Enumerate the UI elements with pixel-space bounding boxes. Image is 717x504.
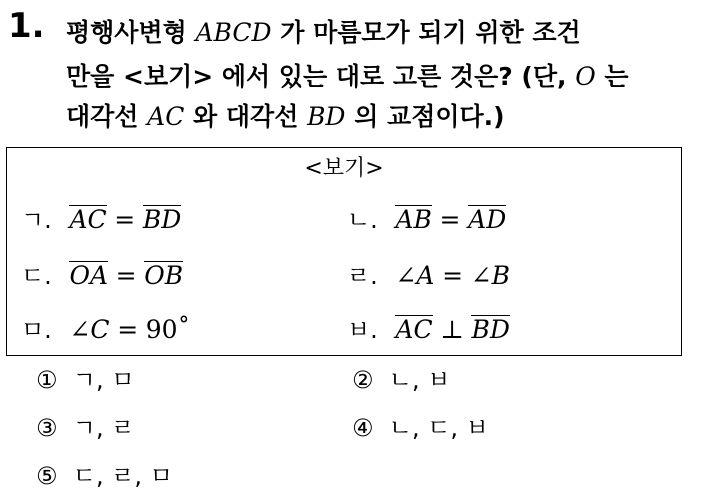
relation-symbol: = (439, 205, 461, 234)
choice-number: ② (352, 366, 374, 394)
question-text: 의 교점이다.) (345, 102, 505, 131)
choice-number: ⑤ (36, 462, 58, 490)
item-marker: ㄹ. (347, 262, 378, 290)
relation-symbol: = (114, 205, 136, 234)
angle-left: ∠A (395, 261, 435, 290)
segment-right: OB (144, 261, 184, 290)
choice-text: ㄴ, ㄷ, ㅂ (388, 414, 489, 442)
item-marker: ㄴ. (347, 206, 378, 234)
segment-left: OA (69, 261, 109, 290)
question-text: 와 대각선 (184, 102, 308, 131)
question-line-1 (66, 16, 581, 50)
question-text: 는 (595, 62, 629, 91)
segment-right: AD (468, 205, 507, 234)
choice-text: ㄱ, ㄹ (72, 414, 135, 442)
choice-5[interactable] (36, 460, 173, 492)
angle-left: ∠C (69, 315, 110, 344)
bogi-item-rieul (347, 260, 510, 292)
math-variable: AC (147, 102, 185, 131)
math-variable: BD (307, 102, 346, 131)
relation-symbol: = (442, 261, 464, 290)
item-marker: ㄷ. (21, 262, 52, 290)
segment-left: AB (395, 205, 432, 234)
choice-1[interactable] (36, 364, 134, 396)
bogi-item-bieup (347, 314, 510, 346)
choice-text: ㄱ, ㅁ (72, 366, 135, 394)
segment-left: AC (69, 205, 107, 234)
question-text: 만을 <보기> 에서 있는 대로 고른 것은? (단, (66, 62, 576, 91)
choice-3[interactable] (36, 412, 134, 444)
bogi-item-nieun (347, 204, 506, 236)
angle-right: ∠B (470, 261, 511, 290)
choice-text: ㄴ, ㅂ (388, 366, 451, 394)
bogi-item-mieum (21, 314, 190, 346)
math-variable: ABCD (195, 18, 272, 47)
choice-2[interactable] (352, 364, 450, 396)
question-line-2 (66, 60, 629, 94)
bogi-item-giyeok (21, 204, 181, 236)
segment-right: BD (142, 205, 182, 234)
question-text: 평행사변형 (66, 18, 196, 47)
item-marker: ㅂ. (347, 316, 378, 344)
question-line-3 (66, 100, 505, 134)
choice-text: ㄷ, ㄹ, ㅁ (72, 462, 173, 490)
angle-value: 90˚ (145, 315, 191, 344)
segment-left: AC (395, 315, 433, 344)
choice-4[interactable] (352, 412, 489, 444)
relation-symbol: = (115, 261, 137, 290)
question-number: 1. (8, 6, 45, 46)
choice-number: ③ (36, 414, 58, 442)
bogi-title: <보기> (304, 156, 384, 181)
question-text: 가 마름모가 되기 위한 조건 (271, 18, 581, 47)
choice-number: ① (36, 366, 58, 394)
math-variable: O (575, 62, 596, 91)
relation-symbol: = (117, 315, 139, 344)
relation-symbol: ⊥ (440, 315, 464, 344)
bogi-box (6, 147, 682, 356)
item-marker: ㅁ. (21, 316, 52, 344)
segment-right: BD (471, 315, 510, 344)
bogi-item-digeut (21, 260, 183, 292)
question-text: 대각선 (66, 102, 148, 131)
choice-number: ④ (352, 414, 374, 442)
item-marker: ㄱ. (21, 206, 52, 234)
